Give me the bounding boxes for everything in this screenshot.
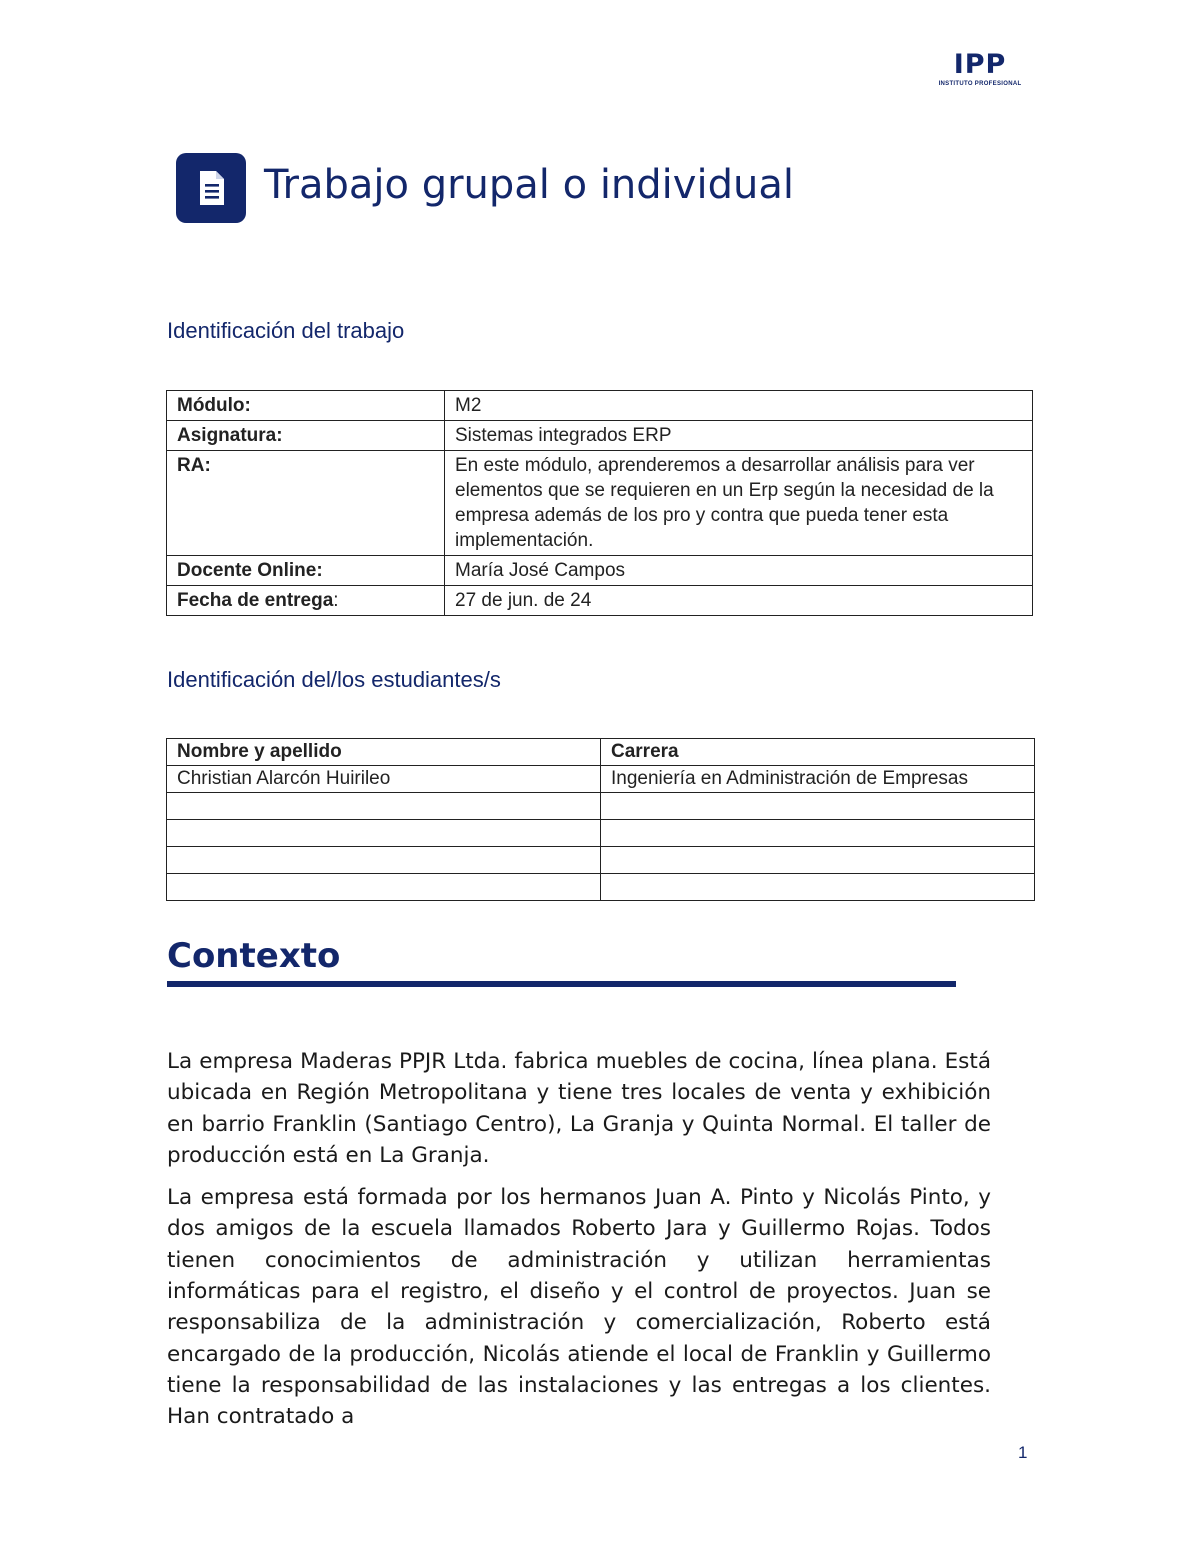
table-value-cell: María José Campos — [445, 556, 1033, 586]
table-value-cell: 27 de jun. de 24 — [445, 586, 1033, 616]
logo-text: IPP — [953, 49, 1007, 80]
table-cell — [167, 793, 601, 820]
context-heading: Contexto — [167, 936, 341, 976]
column-header: Nombre y apellido — [167, 739, 601, 766]
table-cell: Christian Alarcón Huirileo — [167, 766, 601, 793]
document-icon — [176, 153, 246, 223]
table-label-cell: RA: — [167, 451, 445, 556]
column-header: Carrera — [601, 739, 1035, 766]
page-number: 1 — [1018, 1443, 1028, 1462]
table-row — [167, 556, 1033, 586]
table-row — [167, 391, 1033, 421]
table-row — [167, 847, 1035, 874]
table-value-cell: Sistemas integrados ERP — [445, 421, 1033, 451]
table-row — [167, 451, 1033, 556]
heading-underline — [167, 981, 956, 987]
table-cell — [601, 793, 1035, 820]
table-row — [167, 586, 1033, 616]
table-cell: Ingeniería en Administración de Empresas — [601, 766, 1035, 793]
table-cell — [167, 820, 601, 847]
table-header-row — [167, 739, 1035, 766]
table-row — [167, 766, 1035, 793]
table-row — [167, 874, 1035, 901]
table-label-cell: Módulo: — [167, 391, 445, 421]
table-row — [167, 793, 1035, 820]
work-identification-heading: Identificación del trabajo — [167, 318, 405, 343]
table-row — [167, 421, 1033, 451]
logo-subtext: INSTITUTO PROFESIONAL — [938, 81, 1022, 87]
paragraph: La empresa Maderas PPJR Ltda. fabrica muebles de cocina, línea plana. Está ubicada en Región Metropolitana y tiene tres locales de venta y exhibición en barrio Franklin (Santiago Centro), La Granja y Quinta Normal. El taller de producción está en La Granja. — [167, 1049, 991, 1168]
table-cell — [167, 847, 601, 874]
table-label-cell: Asignatura: — [167, 421, 445, 451]
table-value-cell: M2 — [445, 391, 1033, 421]
student-table — [166, 738, 1035, 901]
table-cell — [167, 874, 601, 901]
table-label-cell: Docente Online: — [167, 556, 445, 586]
page-title: Trabajo grupal o individual — [264, 162, 794, 208]
paragraph: La empresa está formada por los hermanos Juan A. Pinto y Nicolás Pinto, y dos amigos de la escuela llamados Roberto Jara y Guillermo Rojas. Todos tienen conocimientos de administración y utilizan herramientas informáticas para el registro, el diseño y el control de proyectos. Juan se responsabiliza de la administración y comercialización, Roberto está encargado de la producción, Nicolás atiende el local de Franklin y Guillermo tiene la responsabilidad de las instalaciones y las entregas a los clientes. Han contratado a — [167, 1185, 991, 1430]
table-label-cell: Fecha de entrega: — [167, 586, 445, 616]
table-row — [167, 820, 1035, 847]
work-identification-table — [166, 390, 1033, 616]
table-cell — [601, 874, 1035, 901]
institution-logo — [938, 50, 1022, 88]
table-cell — [601, 820, 1035, 847]
student-identification-heading: Identificación del/los estudiantes/s — [167, 667, 501, 692]
table-value-cell: En este módulo, aprenderemos a desarrollar análisis para ver elementos que se requieren en un Erp según la necesidad de la empresa además de los pro y contra que pueda tener esta implementación. — [445, 451, 1033, 556]
context-body — [167, 1046, 991, 1444]
table-cell — [601, 847, 1035, 874]
